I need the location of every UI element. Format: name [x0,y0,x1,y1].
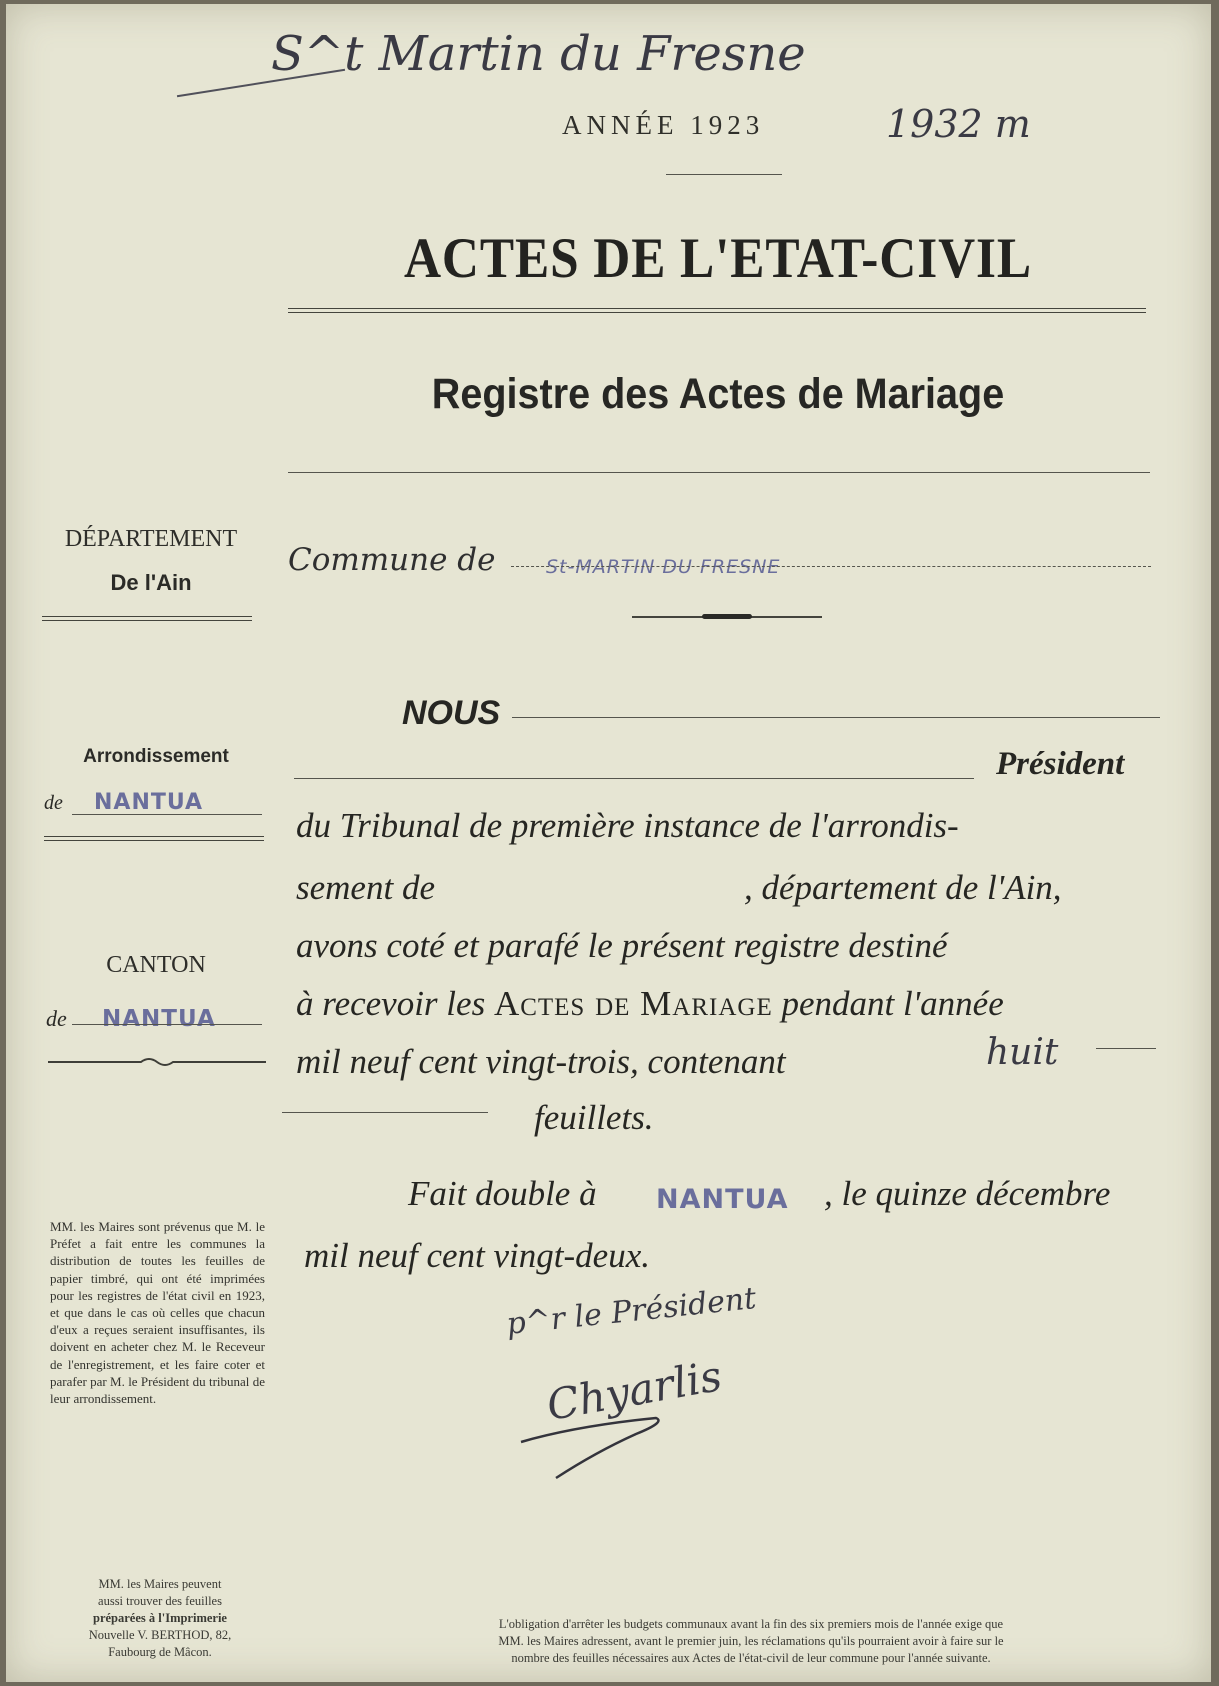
nous-label: NOUS [402,694,501,732]
arrondissement-prefix: de [44,792,63,814]
signature-prefix: p^r le Président [504,1280,758,1343]
body-line-4 [296,984,1004,1024]
feuillets-line [282,1112,488,1113]
budget-notice-line: L'obligation d'arrêter les budgets communaux avant la fin des six premiers mois de l'année exige que [498,1617,1004,1631]
body-line-2b: , département de l'Ain, [744,868,1062,907]
commune-divider [632,616,822,618]
body-line-3: avons coté et parafé le présent registre destiné [296,926,948,965]
arrondissement-label: Arrondissement [83,746,229,767]
president-label: Président [996,746,1125,782]
commune-label: Commune de [288,542,496,578]
budget-notice-line: MM. les Maires adressent, avant le premier juin, les réclamations qu'ils pourraient avoir à faire sur le [498,1634,1004,1648]
body-line-1: du Tribunal de première instance de l'arrondis- [296,806,959,845]
signature-flourish [516,1404,686,1484]
register-subtitle: Registre des Actes de Mariage [431,370,1005,418]
canton-label: CANTON [106,952,206,978]
department-label: DÉPARTEMENT [64,526,238,552]
divider [666,174,782,175]
fait-double-date: , le quinze décembre [824,1174,1111,1213]
printer-notice [50,1576,270,1661]
canton-wavy-rule [46,1052,268,1072]
canton-prefix: de [46,1006,67,1031]
subtitle-rule [288,472,1150,473]
commune-stamp: St-MARTIN DU FRESNE [546,556,781,578]
handwritten-commune-name: S^t Martin du Fresne [271,26,806,82]
fait-double-stamp: NANTUA [656,1184,789,1215]
body-line-4a: à recevoir les [296,984,486,1023]
arrondissement-underline [72,814,262,815]
signature: Chyarlis [543,1351,726,1430]
handwritten-flourish [177,69,345,98]
body-line-4b: Actes de Mariage [493,984,773,1023]
prefect-notice: MM. les Maires sont prévenus que M. le Préfet a fait entre les communes la distribution de toutes les feuilles de papier timbré, qui ont été imprimées pour les registres de l'état civil en 1923, et que dans le cas où celles que chacun d'eux a reçues seraient insuffisantes, ils doivent en acheter chez M. le Receveur de l'enregistrement, et les faire coter et parafer par M. le Président du tribunal de leur arrondissement. [50,1219,265,1407]
commune-line [511,566,1151,567]
body-line-5: mil neuf cent vingt-trois, contenant [296,1042,786,1081]
register-page [6,4,1211,1682]
nous-line [512,717,1160,718]
fait-double-year: mil neuf cent vingt-deux. [304,1236,650,1275]
printer-line: Nouvelle V. BERTHOD, 82, [88,1628,232,1642]
budget-notice-line: nombre des feuilles nécessaires aux Actes de l'état-civil de leur commune pour l'année suivante. [511,1651,991,1665]
handwritten-year-note: 1932 m [886,102,1031,146]
page-count-line [1096,1048,1156,1049]
canton-underline [72,1024,262,1025]
printer-line: Faubourg de Mâcon. [108,1645,212,1659]
body-line-2a: sement de [296,868,435,907]
department-rule [42,616,252,621]
title-double-rule [288,308,1146,313]
president-line [294,778,974,779]
printer-line: MM. les Maires peuvent [98,1577,222,1591]
printer-line: préparées à l'Imprimerie [93,1611,227,1625]
page-title: ACTES DE L'ETAT-CIVIL [403,227,1033,290]
body-line-4c: pendant l'année [781,984,1004,1023]
arrondissement-stamp: NANTUA [94,790,204,815]
fait-double-label: Fait double à [408,1174,597,1213]
department-value: De l'Ain [110,570,192,595]
handwritten-page-count: huit [986,1032,1059,1073]
printer-line: aussi trouver des feuilles [98,1594,222,1608]
body-line-6: feuillets. [534,1098,654,1137]
budget-notice [326,1616,1176,1667]
canton-stamp: NANTUA [102,1006,216,1032]
annee-label: ANNÉE 1923 [562,110,765,140]
arrondissement-rule [44,836,264,841]
